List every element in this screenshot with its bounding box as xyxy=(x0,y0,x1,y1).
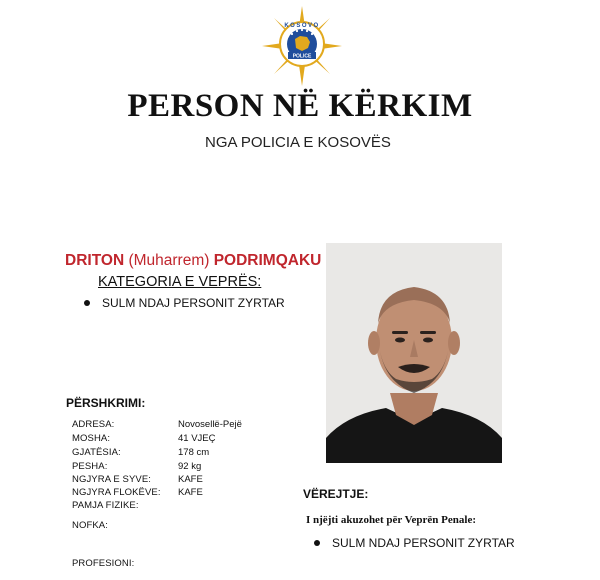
eye-color-value: KAFE xyxy=(178,474,203,485)
category-heading: KATEGORIA E VEPRËS: xyxy=(98,274,262,290)
eye-color-label: NGJYRA E SYVE: xyxy=(72,474,152,485)
page-subtitle: NGA POLICIA E KOSOVËS xyxy=(205,134,391,151)
remarks-text-suffix: Veprën Penale: xyxy=(404,514,476,526)
nickname-label: NOFKA: xyxy=(72,520,108,531)
bullet-icon xyxy=(84,300,90,306)
person-father-name: (Muharrem) xyxy=(128,252,210,269)
weight-value: 92 kg xyxy=(178,461,202,472)
person-photo xyxy=(326,243,502,463)
page-title: PERSON NË KËRKIM xyxy=(127,88,473,124)
category-item xyxy=(84,296,285,310)
logo-arc-text: KOSOVO xyxy=(284,23,320,29)
description-heading: PËRSHKRIMI: xyxy=(66,396,146,410)
hair-color-label: NGJYRA FLOKËVE: xyxy=(72,487,161,498)
hair-color-value: KAFE xyxy=(178,487,203,498)
remarks-text-prefix: I njëjti akuzohet për xyxy=(306,514,403,526)
person-name xyxy=(65,252,321,270)
weight-label: PESHA: xyxy=(72,461,108,472)
profession-label: PROFESIONI: xyxy=(72,558,135,569)
address-label: ADRESA: xyxy=(72,419,115,430)
height-label: GJATËSIA: xyxy=(72,447,121,458)
appearance-label: PAMJA FIZIKE: xyxy=(72,500,139,511)
height-value: 178 cm xyxy=(178,447,210,458)
address-value: Novosellë-Pejë xyxy=(178,419,242,430)
logo-banner-text: POLICE xyxy=(292,53,312,60)
bullet-icon xyxy=(314,540,320,546)
person-last-name: PODRIMQAKU xyxy=(213,252,322,269)
remarks-heading: VËREJTJE: xyxy=(303,487,369,501)
person-portrait xyxy=(326,243,502,463)
age-label: MOSHA: xyxy=(72,433,111,444)
kosovo-police-logo xyxy=(262,6,342,86)
remarks-item-label: SULM NDAJ PERSONIT ZYRTAR xyxy=(332,536,515,550)
remarks-text xyxy=(306,514,476,526)
remarks-item xyxy=(314,536,515,550)
category-item-label: SULM NDAJ PERSONIT ZYRTAR xyxy=(102,296,285,310)
age-value: 41 VJEÇ xyxy=(178,433,216,444)
person-first-name: DRITON xyxy=(65,252,125,269)
